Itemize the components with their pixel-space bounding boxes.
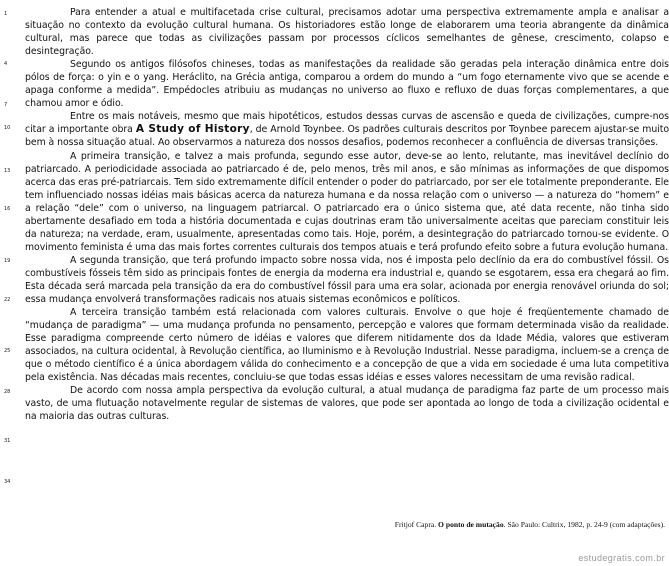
source-citation	[395, 520, 665, 529]
line-number: 13	[4, 168, 11, 174]
paragraph	[25, 110, 669, 149]
line-number: 16	[4, 206, 11, 212]
article-body	[25, 6, 669, 424]
line-number: 1	[4, 11, 8, 17]
source-title: O ponto de mutação	[438, 520, 504, 529]
line-number: 4	[4, 61, 8, 67]
paragraph: De acordo com nossa ampla perspectiva da evolução cultural, a atual mudança de paradigma faz parte de um processo mais vasto, de uma flutuação notavelmente regular de sistemas de valores, que pode ser apontada ao longo de toda a civilização ocidental e na maioria das outras culturas.	[25, 385, 669, 423]
line-number: 19	[4, 258, 11, 264]
line-number: 25	[4, 348, 11, 354]
line-number: 34	[4, 479, 11, 485]
paragraph: A terceira transição também está relacionada com valores culturais. Envolve o que hoje é freqüentemente chamado de “mudança de paradigma” — uma mudança profunda no pensamento, percepção e valores que formam determinada visão da realidade. Esse paradigma compreende certo número de idéias e valores que diferem nitidamente dos da Idade Média, valores que estiveram associados, na cultura ocidental, à Revolução científica, ao Iluminismo e à Revolução Industrial. Nesse paradigma, incluem-se a crença de que o método científico é a única abordagem válida do conhecimento e a concepção de que a vida em sociedade é uma luta competitiva pela existência. Nas décadas mais recentes, concluiu-se que todas essas idéias e esses valores necessitam de uma revisão radical.	[25, 307, 669, 384]
line-number: 22	[4, 297, 11, 303]
paragraph: A primeira transição, e talvez a mais profunda, segundo esse autor, deve-se ao lento, relutante, mas inevitável declínio do patriarcado. A periodicidade associada ao patriarcado é de, pelo menos, três mil anos, e são mínimas as informações de que dispomos acerca das eras pré-patriarcais. Tem sido extremamente difícil entender o poder do patriarcado, por ser ele totalmente preponderante. Ele tem influenciado nossas idéias mais básicas acerca da natureza humana e da nossa relação com o universo — a natureza do “homem” e a relação “dele” com o universo, na linguagem patriarcal. O patriarcado era o único sistema que, até data recente, não tinha sido abertamente desafiado em toda a história documentada e cujas doutrinas eram tão universalmente aceitas que pareciam constituir leis da natureza; na verdade, eram, usualmente, apresentadas como tais. Hoje, porém, a desintegração do patriarcado tornou-se evidente. O movimento feminista é uma das mais fortes correntes culturais dos tempos atuais e terá profundo efeito sobre a futura evolução humana.	[25, 150, 669, 253]
watermark: estudegratis.com.br	[578, 553, 665, 563]
line-number: 10	[4, 125, 11, 131]
line-number: 28	[4, 389, 11, 395]
paragraph-text: Entre os mais notáveis, mesmo que mais hipotéticos, estudos dessas curvas de ascensão e queda de civilizações, cumpre-nos citar a importante obra	[25, 111, 669, 136]
line-number: 7	[4, 102, 8, 108]
paragraph: Para entender a atual e multifacetada crise cultural, precisamos adotar uma perspectiva extremamente ampla e analisar a situação no contexto da evolução cultural humana. Os historiadores estão longe de elaborarem uma teoria abrangente da dinâmica cultural, mas parece que todas as civilizações passam por processos cíclicos semelhantes de gênese, crescimento, colapso e desintegração.	[25, 7, 669, 58]
line-number: 31	[4, 438, 11, 444]
source-details: . São Paulo: Cultrix, 1982, p. 24-9 (com adaptações).	[503, 520, 665, 529]
paragraph: A segunda transição, que terá profundo impacto sobre nossa vida, nos é imposta pelo declínio da era do combustível fóssil. Os combustíveis fósseis têm sido as principais fontes de energia da moderna era industrial e, quando se esgotarem, essa era chegará ao fim. Esta década será marcada pela transição da era do combustível fóssil para uma era solar, acionada por energia renovável oriunda do sol; essa mudança envolverá transformações radicais nos atuais sistemas econômicos e políticos.	[25, 254, 669, 306]
book-title: A Study of History	[135, 123, 250, 136]
source-author: Fritjof Capra.	[394, 520, 437, 529]
paragraph-text: , de Arnold Toynbee. Os padrões culturais descritos por Toynbee parecem ajustar-se muito bem à nossa situação atual. Ao observarmos a natureza dos nossos desafios, podemos reconhecer a confluência de diversas transições.	[25, 124, 669, 149]
paragraph: Segundo os antigos filósofos chineses, todas as manifestações da realidade são geradas pela interação dinâmica entre dois pólos de força: o yin e o yang. Heráclito, na Grécia antiga, comparou a ordem do mundo a “um fogo eternamente vivo que se acende e apaga conforme a medida”. Empédocles atribuiu as mudanças no universo ao fluxo e refluxo de duas forças complementares, a que chamou amor e ódio.	[25, 59, 669, 110]
